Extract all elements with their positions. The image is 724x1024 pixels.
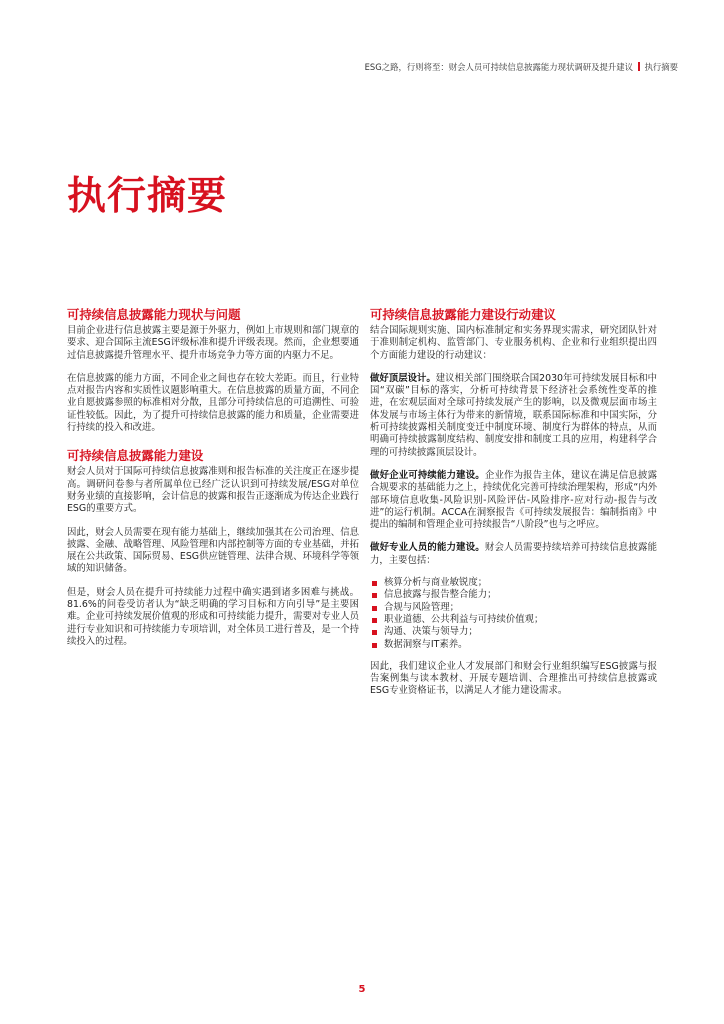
section-heading-capacity: 可持续信息披露能力建设 xyxy=(67,448,204,464)
running-header-title: ESG之路，行则将至：财会人员可持续信息披露能力现状调研及提升建议 xyxy=(364,62,633,72)
paragraph xyxy=(370,373,657,459)
list-item: 职业道德、公共利益与可持续价值观； xyxy=(370,614,657,626)
action-title: 做好企业可持续能力建设。 xyxy=(370,469,485,481)
header-divider xyxy=(638,62,640,71)
bullet-square-icon xyxy=(372,630,377,635)
paragraph: 结合国际规则实施、国内标准制定和实务界现实需求，研究团队针对于准则制定机构、监管部门、专业服务机构、企业和行业组织提出四个方面能力建设的行动建议： xyxy=(370,325,657,361)
bullet-square-icon xyxy=(372,643,377,648)
bullet-square-icon xyxy=(372,581,377,586)
bullet-square-icon xyxy=(372,593,377,598)
page-number: 5 xyxy=(358,984,366,995)
running-header xyxy=(365,61,678,73)
section-heading-actions: 可持续信息披露能力建设行动建议 xyxy=(370,307,556,322)
bullet-square-icon xyxy=(372,606,377,611)
list-item: 沟通、决策与领导力； xyxy=(370,626,657,638)
action-text: 建议相关部门围绕联合国2030年可持续发展目标和中国“双碳”目标的落实，分析可持续背景下经济社会系统性变革的推进，在宏观层面对全球可持续发展产生的影响，以及微观层面市场主体发展与市场主体行为带来的新情境，联系国际标准和中国实际，分析可持续披露相关制度变迁中制度环境、制度行为群体的特点，从而明确可持续披露制度结构、制度安排和制度工具的应用，构建科学合理的可持续披露顶层设计。 xyxy=(370,372,657,458)
paragraph: 财会人员对于国际可持续信息披露准则和报告标准的关注度正在逐步提高。调研问卷参与者所属单位已经广泛认识到可持续发展/ESG对单位财务业绩的直接影响，会计信息的披露和报告正逐渐成为传达企业践行ESG的重要方式。 xyxy=(67,466,359,515)
action-title: 做好专业人员的能力建设。 xyxy=(370,542,485,554)
running-header-section: 执行摘要 xyxy=(644,62,678,72)
paragraph xyxy=(370,470,657,531)
right-column xyxy=(370,307,657,709)
paragraph: 因此，我们建议企业人才发展部门和财会行业组织编写ESG披露与报告案例集与读本教材、开展专题培训、合理推出可持续信息披露或ESG专业资格证书，以满足人才能力建设需求。 xyxy=(370,660,657,697)
action-text: 财会人员需要持续培养可持续信息披露能力，主要包括： xyxy=(370,542,657,566)
list-item: 数据洞察与IT素养。 xyxy=(370,639,657,651)
paragraph: 因此，财会人员需要在现有能力基础上，继续加强其在公司治理、信息披露、金融、战略管理、风险管理和内部控制等方面的专业基础，并拓展在公共政策、国际贸易、ESG供应链管理、法律合规、环境科学等领域的知识储备。 xyxy=(67,526,359,575)
section-heading-status: 可持续信息披露能力现状与问题 xyxy=(67,307,241,322)
paragraph: 在信息披露的能力方面，不同企业之间也存在较大差距。而且，行业特点对报告内容和实质性议题影响重大。在信息披露的质量方面，不同企业自愿披露参照的标准相对分散，且部分可持续信息的可追溯性、可验证性较低。因此，为了提升可持续信息披露的能力和质量，企业需要进行持续的投入和改进。 xyxy=(67,372,359,434)
page-title: 执行摘要 xyxy=(67,174,228,219)
paragraph: 但是，财会人员在提升可持续能力过程中确实遇到诸多困难与挑战。81.6%的问卷受访者认为“缺乏明确的学习目标和方向引导”是主要困难。企业可持续发展价值观的形成和可持续能力提升，需要对专业人员进行专业知识和可持续能力专项培训，对全体员工进行普及，是一个持续投入的过程。 xyxy=(67,586,359,647)
list-item: 合规与风险管理； xyxy=(370,602,657,614)
action-title: 做好顶层设计。 xyxy=(370,372,436,384)
skills-list xyxy=(370,577,657,651)
bullet-square-icon xyxy=(372,618,377,623)
left-column xyxy=(67,307,359,659)
list-item: 信息披露与报告整合能力； xyxy=(370,589,657,601)
action-text: 企业作为报告主体，建议在满足信息披露合规要求的基础能力之上，持续优化完善可持续治理架构，形成“内外部环境信息收集-风险识别-风险评估-风险排序-应对行动-报告与改进”的运行机制。ACCA在洞察报告《可持续发展报告：编制指南》中提出的编制和管理企业可持续报告“八阶段”也与之呼应。 xyxy=(370,469,657,531)
paragraph: 目前企业进行信息披露主要是源于外驱力，例如上市规则和部门规章的要求、迎合国际主流ESG评级标准和提升评级表现。然而，企业想要通过信息披露提升管理水平、提升市场竞争力等方面的内驱力不足。 xyxy=(67,325,359,361)
list-item: 核算分析与商业敏锐度； xyxy=(370,577,657,589)
paragraph xyxy=(370,542,657,567)
